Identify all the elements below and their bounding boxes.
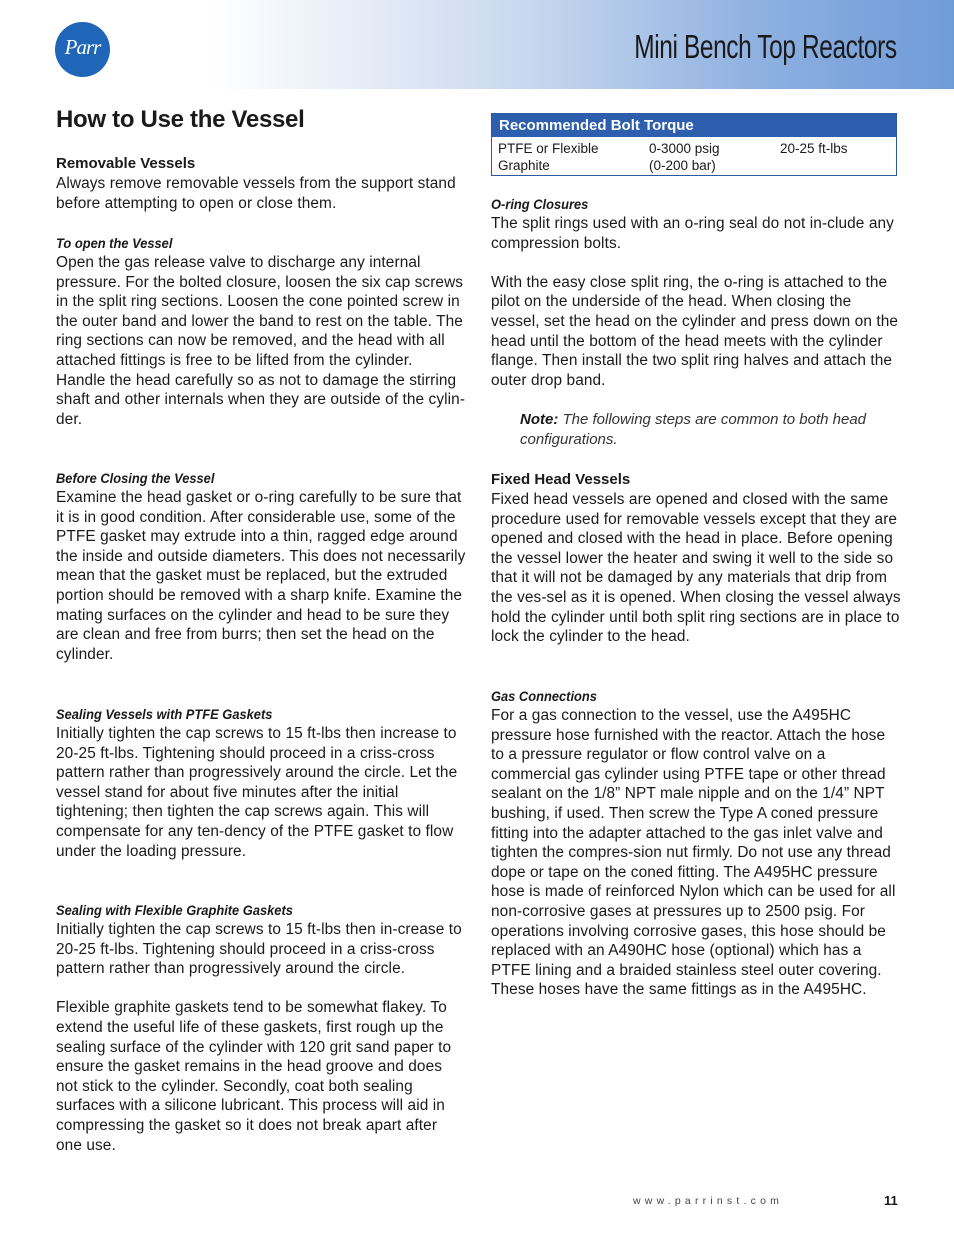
fixed-head-heading: Fixed Head Vessels [491, 471, 631, 488]
logo-text: Parr [64, 35, 101, 59]
torque-pressure-bar: (0-200 bar) [649, 158, 716, 173]
bolt-torque-table [491, 113, 897, 176]
torque-pressure-psig: 0-3000 psig [649, 141, 720, 156]
graphite-gaskets-heading: Sealing with Flexible Graphite Gaskets [56, 902, 293, 918]
oring-closures-heading: O-ring Closures [491, 196, 589, 212]
parr-logo [55, 22, 110, 77]
oring-closures-text-2: With the easy close split ring, the o-ring is attached to the pilot on the underside of the head. When closing the vessel, set the head on the cylinder and press down on the head until the bottom of the head meets with the cylinder flange. Then install the two split ring halves and attach the outer drop band. [491, 273, 899, 389]
graphite-gaskets-text-1: Initially tighten the cap screws to 15 ft-lbs then in-crease to 20-25 ft-lbs. Tightening should proceed in a criss-cross pattern rather than progressively around the circle. [56, 921, 462, 978]
fixed-head-text: Fixed head vessels are opened and closed with the same procedure used for removable vessels except that they are opened and closed with the head in place. Before opening the vessel lower the heater and swing it well to the side so that it will not be damaged by any materials that drip from the ves-sel as it is opened. When closing the vessel always hold the cylinder until both split ring sections are in place to lock the cylinder to the head. [491, 491, 901, 646]
page-title: How to Use the Vessel [56, 106, 305, 133]
page-number: 11 [884, 1193, 898, 1208]
note-text: The following steps are common to both head configurations. [520, 411, 867, 448]
gas-connections-heading: Gas Connections [491, 688, 597, 704]
torque-table-title: Recommended Bolt Torque [492, 114, 896, 137]
oring-closures-text-1: The split rings used with an o-ring seal do not in-clude any compression bolts. [491, 215, 894, 252]
before-closing-heading: Before Closing the Vessel [56, 470, 215, 486]
torque-value-cell: 20-25 ft-lbs [780, 141, 848, 156]
before-closing-text: Examine the head gasket or o-ring carefully to be sure that it is in good condition. After considerable use, some of the PTFE gasket may extrude into a thin, ragged edge around the inside and outside diameters. This does not necessarily mean that the gasket must be replaced, but the extruded portion should be removed with a sharp knife. Examine the mating surfaces on the cylinder and head to be sure they are clean and free from burrs; then set the head on the cylinder. [56, 489, 466, 663]
gas-connections-text: For a gas connection to the vessel, use the A495HC pressure hose furnished with the reactor. Attach the hose to a pressure regulator or flow control valve on a commercial gas cylinder using PTFE tape or other thread sealant on the 1/8” NPT male nipple and on the 1/4” NPT bushing, if used. Then screw the Type A coned pressure fitting into the adapter attached to the gas inlet valve and tighten the compres-sion nut firmly. Do not use any thread dope or tape on the coned fitting. The A495HC pressure hose is made of reinforced Nylon which can be used for all non-corrosive gases at pressures up to 2500 psig. For operations involving corrosive gases, this hose should be replaced with an A490HC hose (optional) which has a PTFE lining and a braided stainless steel outer covering. These hoses have the same fittings as in the A495HC. [491, 707, 896, 999]
graphite-gaskets-text-2: Flexible graphite gaskets tend to be somewhat flakey. To extend the useful life of these gaskets, first rough up the sealing surface of the cylinder with 120 grit sand paper to ensure the gasket remains in the head groove and does not stick to the cylinder. Secondly, coat both sealing surfaces with a silicone lubricant. This process will aid in compressing the gasket so it does not break apart after one use. [56, 999, 452, 1154]
note-label: Note: [520, 411, 559, 428]
torque-material-cell: PTFE or Flexible Graphite [498, 141, 599, 173]
ptfe-gaskets-text: Initially tighten the cap screws to 15 ft-lbs then increase to 20-25 ft-lbs. Tightening should proceed in a criss-cross pattern rather than progressively around the circle. Let the vessel stand for about five minutes after the initial tightening; then tighten the cap screws again. This will compensate for any ten-dency of the PTFE gasket to flow under the loading pressure. [56, 725, 458, 860]
removable-vessels-text: Always remove removable vessels from the support stand before attempting to open or close them. [56, 175, 456, 212]
open-vessel-text: Open the gas release valve to discharge any internal pressure. For the bolted closure, loosen the six cap screws in the split ring sections. Loosen the cone pointed screw in the outer band and lower the band to rest on the table. The ring sections can now be removed, and the head with all attached fittings is free to be lifted from the cylinder. Handle the head carefully so as not to damage the stirring shaft and other internals when they are outside of the cylin-der. [56, 254, 466, 428]
open-vessel-heading: To open the Vessel [56, 235, 173, 251]
torque-pressure-cell [649, 140, 769, 174]
header-title: Mini Bench Top Reactors [634, 28, 897, 65]
note-box [520, 410, 900, 450]
removable-vessels-heading: Removable Vessels [56, 155, 196, 172]
footer-url: www.parrinst.com [633, 1195, 784, 1207]
ptfe-gaskets-heading: Sealing Vessels with PTFE Gaskets [56, 706, 273, 722]
